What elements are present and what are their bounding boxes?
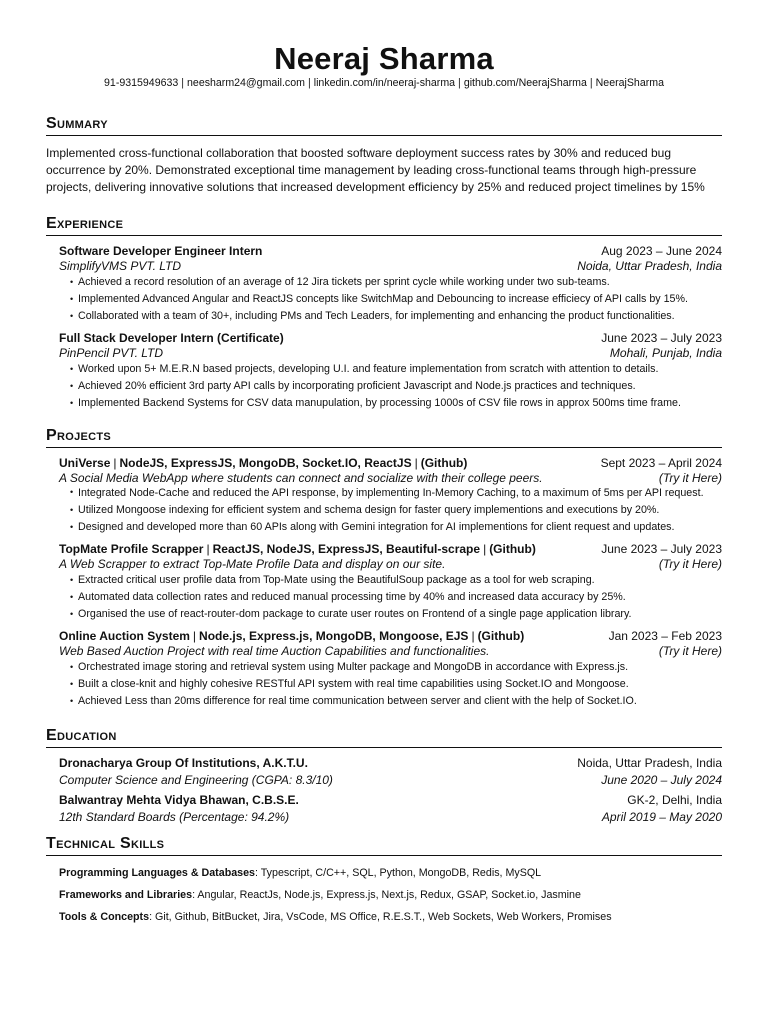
email-link[interactable]: neesharm24@gmail.com xyxy=(187,77,305,89)
job-dates: Aug 2023 – June 2024 xyxy=(601,244,722,258)
job-role: Software Developer Engineer Intern xyxy=(59,244,263,258)
separator: | xyxy=(414,456,418,470)
job-role: Full Stack Developer Intern (Certificate) xyxy=(59,331,284,345)
project-try-link[interactable]: (Try it Here) xyxy=(658,557,722,571)
school-name: Dronacharya Group Of Institutions, A.K.T.U. xyxy=(59,756,308,770)
project-name: Online Auction System xyxy=(59,629,190,643)
job-company: PinPencil PVT. LTD xyxy=(59,346,164,360)
summary-section xyxy=(46,114,722,196)
summary-line: occurrence by 20%. Demonstrated exceptional time management by leading cross-functional teams through high-pressure xyxy=(46,163,697,177)
project-entry xyxy=(59,542,722,623)
bullet-item: • Achieved a record resolution of an average of 12 Jira tickets per sprint cycle while working under two sub-teams. xyxy=(71,274,722,291)
skills-section xyxy=(46,834,722,928)
skills-list xyxy=(46,862,722,928)
project-github-link[interactable]: (Github) xyxy=(477,629,525,643)
school-location: Noida, Uttar Pradesh, India xyxy=(577,756,722,770)
bullet-item: • Designed and developed more than 60 APIs along with Gemini integration for AI implementions for client request and updates. xyxy=(71,519,722,536)
degree: 12th Standard Boards (Percentage: 94.2%) xyxy=(59,810,290,824)
skill-label: Tools & Concepts xyxy=(59,911,150,923)
project-stack: ReactJS, NodeJS, ExpressJS, Beautiful-scrape xyxy=(212,542,481,556)
summary-heading: Summary xyxy=(46,114,722,136)
skill-label: Programming Languages & Databases xyxy=(59,867,255,879)
project-stack: NodeJS, ExpressJS, MongoDB, Socket.IO, ReactJS xyxy=(119,456,412,470)
job-company: SimplifyVMS PVT. LTD xyxy=(59,259,182,273)
project-github-link[interactable]: (Github) xyxy=(420,456,468,470)
project-entry xyxy=(59,629,722,710)
experience-list xyxy=(46,244,722,412)
experience-entry xyxy=(59,244,722,325)
project-dates: June 2023 – July 2023 xyxy=(601,542,722,556)
skills-heading: Technical Skills xyxy=(46,834,722,856)
contact-separator: | xyxy=(181,77,185,89)
project-name: UniVerse xyxy=(59,456,111,470)
project-tagline: A Social Media WebApp where students can connect and socialize with their college peers. xyxy=(59,471,543,485)
projects-heading: Projects xyxy=(46,426,722,448)
degree: Computer Science and Engineering (CGPA: 8.3/10) xyxy=(59,773,333,787)
bullet-item: • Extracted critical user profile data from Top-Mate using the BeautifulSoup package as a tool for web scraping. xyxy=(71,572,722,589)
separator: | xyxy=(113,456,117,470)
bullet-item: • Achieved Less than 20ms difference for real time communication between server and client with the help of Socket.IO. xyxy=(71,693,722,710)
project-bullets xyxy=(59,486,722,536)
github-link[interactable]: github.com/NeerajSharma xyxy=(463,77,587,89)
skill-value: : Git, Github, BitBucket, Jira, VsCode, MS Office, R.E.S.T., Web Sockets, Web Workers, Promises xyxy=(149,911,612,923)
skill-line xyxy=(59,884,722,906)
school-location: GK-2, Delhi, India xyxy=(627,793,722,807)
bullet-item: • Utilized Mongoose indexing for efficient system and schema design for faster query implementions and executions by 20%. xyxy=(71,502,722,519)
project-name: TopMate Profile Scrapper xyxy=(59,542,204,556)
skill-line xyxy=(59,862,722,884)
job-dates: June 2023 – July 2023 xyxy=(601,331,722,345)
project-tagline: Web Based Auction Project with real time Auction Capabilities and functionalities. xyxy=(59,644,490,658)
education-dates: June 2020 – July 2024 xyxy=(601,773,722,787)
skill-value: : Angular, ReactJs, Node.js, Express.js, Next.js, Redux, GSAP, Socket.io, Jasmine xyxy=(192,889,581,901)
job-location: Mohali, Punjab, India xyxy=(609,346,722,360)
separator: | xyxy=(483,542,487,556)
separator: | xyxy=(471,629,475,643)
contact-separator: | xyxy=(307,77,311,89)
phone-number: 91-9315949633 xyxy=(104,77,179,89)
project-github-link[interactable]: (Github) xyxy=(489,542,536,556)
project-bullets xyxy=(59,572,722,623)
resume-header xyxy=(46,42,722,90)
education-entry xyxy=(59,755,722,789)
bullet-item: • Achieved 20% efficient 3rd party API calls by incorporating proficient Javascript and Node.js practices and techniques. xyxy=(71,378,722,395)
contact-separator: | xyxy=(589,77,593,89)
bullet-item: • Orchestrated image storing and retrieval system using Multer package and MongoDB in accordance with Express.js. xyxy=(71,659,722,676)
projects-section xyxy=(46,426,722,710)
project-tagline: A Web Scrapper to extract Top-Mate Profile Data and display on our site. xyxy=(59,557,446,571)
separator: | xyxy=(206,542,210,556)
skill-line xyxy=(59,906,722,928)
education-section xyxy=(46,726,722,826)
job-bullets xyxy=(59,361,722,412)
bullet-item: • Worked upon 5+ M.E.R.N based projects, developing U.I. and feature implementation from scratch with attention to details. xyxy=(71,361,722,378)
bullet-item: • Automated data collection rates and reduced manual processing time by 40% and increased data accuracy by 25%. xyxy=(71,589,722,606)
education-list xyxy=(46,755,722,826)
project-dates: Sept 2023 – April 2024 xyxy=(600,456,722,470)
summary-line: Implemented cross-functional collaboration that boosted software deployment success rates by 30% and reduced bug xyxy=(46,146,672,160)
education-dates: April 2019 – May 2020 xyxy=(601,810,722,824)
bullet-item: • Implemented Backend Systems for CSV data manupulation, by processing 1000s of CSV file rows in approx 500ms time frame. xyxy=(71,395,722,412)
project-try-link[interactable]: (Try it Here) xyxy=(658,644,722,658)
summary-text xyxy=(46,145,722,196)
project-dates: Jan 2023 – Feb 2023 xyxy=(608,629,722,643)
school-name: Balwantray Mehta Vidya Bhawan, C.B.S.E. xyxy=(59,793,299,807)
bullet-item: • Built a close-knit and highly cohesive RESTful API system with real time capabilities using Socket.IO and Mongoose. xyxy=(71,676,722,693)
separator: | xyxy=(192,629,197,643)
bullet-item: • Collaborated with a team of 30+, including PMs and Tech Leaders, for implementing and enhancing the product functionalities. xyxy=(71,308,722,325)
linkedin-link[interactable]: linkedin.com/in/neeraj-sharma xyxy=(313,77,456,89)
job-bullets xyxy=(59,274,722,325)
projects-list xyxy=(46,456,722,710)
experience-entry xyxy=(59,331,722,412)
experience-section xyxy=(46,214,722,412)
bullet-item: • Organised the use of react-router-dom package to curate user routes on Frontend of a single page application library. xyxy=(71,606,722,623)
summary-line: projects, delivering innovative solutions that increased development efficiency by 25% and reduced project timelines by 15% xyxy=(46,180,705,194)
education-heading: Education xyxy=(46,726,722,748)
project-try-link[interactable]: (Try it Here) xyxy=(658,471,722,485)
project-bullets xyxy=(59,659,722,710)
handle-link[interactable]: NeerajSharma xyxy=(595,77,664,89)
project-stack: Node.js, Express.js, MongoDB, Mongoose, EJS xyxy=(199,629,469,643)
skill-label: Frameworks and Libraries xyxy=(59,889,193,901)
project-entry xyxy=(59,456,722,536)
bullet-item: • Implemented Advanced Angular and ReactJS concepts like SwitchMap and Debouncing to increase efficiecy of API calls by 15%. xyxy=(71,291,722,308)
job-location: Noida, Uttar Pradesh, India xyxy=(577,259,722,273)
skill-value: : Typescript, C/C++, SQL, Python, MongoDB, Redis, MySQL xyxy=(255,867,542,879)
bullet-item: • Integrated Node-Cache and reduced the API response, by implementing In-Memory Caching, to a maximum of 5ms per API request. xyxy=(71,486,722,502)
education-entry xyxy=(59,792,722,826)
candidate-name: Neeraj Sharma xyxy=(274,41,494,76)
experience-heading: Experience xyxy=(46,214,722,236)
contact-line xyxy=(46,76,722,90)
contact-separator: | xyxy=(458,77,461,89)
